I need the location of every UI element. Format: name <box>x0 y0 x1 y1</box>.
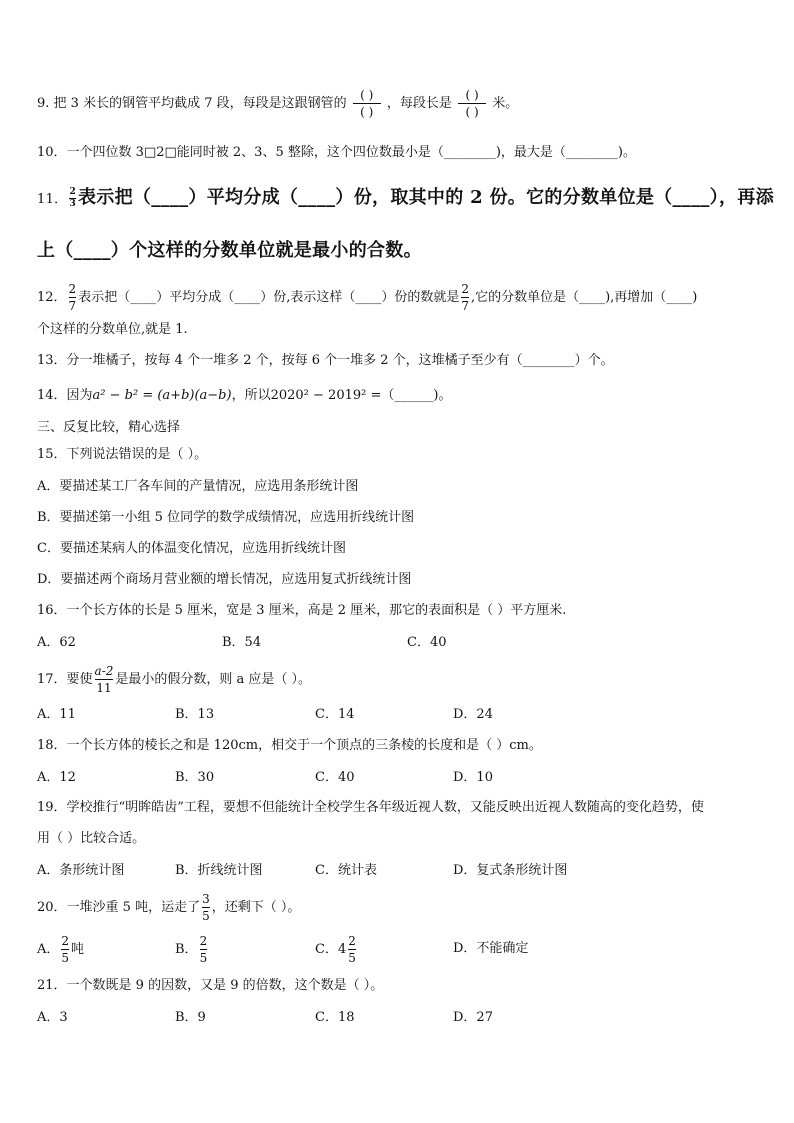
question-text: 把 3 米长的钢管平均截成 7 段，每段是这跟钢管的 <box>53 96 347 111</box>
question-text: 米。 <box>492 96 519 111</box>
question-14 <box>37 387 451 405</box>
option-a[interactable]: A．3 <box>37 1010 68 1025</box>
option-a[interactable]: A．条形统计图 <box>37 863 125 878</box>
option-b[interactable]: B． $\frac{2}{5}$ <box>175 934 208 965</box>
fraction-blank: $\frac{( )}{( )}$ <box>353 88 381 119</box>
question-number: 12． <box>37 290 67 305</box>
option-a[interactable]: A．要描述某工厂各车间的产量情况，应选用条形统计图 <box>37 479 359 494</box>
question-19-line-2: 用（ ）比较合适。 <box>37 831 146 846</box>
question-text: 是最小的假分数，则 a 应是（ ）。 <box>115 672 312 687</box>
question-12-line-1 <box>37 282 697 313</box>
option-c[interactable]: C．4 $\frac{2}{5}$ <box>315 934 356 965</box>
question-11-line-2: 上（____）个这样的分数单位就是最小的合数。 <box>37 240 422 261</box>
question-text: （______)。 <box>381 388 452 403</box>
option-a[interactable]: A．12 <box>37 770 76 785</box>
question-10: 10．一个四位数 3□2□能同时被 2、3、5 整除，这个四位数最小是（________)，最大是（________)。 <box>37 145 637 160</box>
fraction: $\frac{2}{5}$ <box>61 934 70 965</box>
option-b[interactable]: B．9 <box>175 1010 206 1025</box>
option-b[interactable]: B．要描述第一小组 5 位同学的数学成绩情况，应选用折线统计图 <box>37 510 415 525</box>
option-d[interactable]: D．复式条形统计图 <box>453 863 568 878</box>
fraction: $\frac{2}{3}$ <box>69 186 77 209</box>
option-c[interactable]: C．14 <box>315 707 355 722</box>
question-text: 14．因为 <box>37 388 93 403</box>
option-b[interactable]: B．折线统计图 <box>175 863 263 878</box>
question-9 <box>37 84 518 124</box>
option-c[interactable]: C．统计表 <box>315 863 377 878</box>
fraction: $\frac{2}{5}$ <box>199 934 208 965</box>
fraction-blank: $\frac{( )}{( )}$ <box>458 88 486 119</box>
question-20 <box>37 890 300 926</box>
question-text: ，所以 <box>231 388 271 403</box>
question-18: 18．一个长方体的棱长之和是 120cm，相交于一个顶点的三条棱的长度和是（ ）cm。 <box>37 738 542 753</box>
option-a[interactable]: A．11 <box>37 707 76 722</box>
option-c[interactable]: C．要描述某病人的体温变化情况，应选用折线统计图 <box>37 541 346 556</box>
question-number: 11． <box>37 192 68 207</box>
question-21: 21．一个数既是 9 的因数，又是 9 的倍数，这个数是（ ）。 <box>37 978 384 993</box>
option-d[interactable]: D．要描述两个商场月营业额的增长情况，应选用复式折线统计图 <box>37 572 412 587</box>
option-c[interactable]: C．40 <box>407 635 447 650</box>
option-d[interactable]: D．27 <box>453 1010 493 1025</box>
option-a[interactable]: A．62 <box>37 635 76 650</box>
question-12-line-2: 个这样的分数单位,就是 1. <box>37 322 188 337</box>
question-text: ，每段长是 <box>386 96 452 111</box>
section-heading: 三、反复比较，精心选择 <box>37 420 181 435</box>
question-13: 13．分一堆橘子，按每 4 个一堆多 2 个，按每 6 个一堆多 2 个，这堆橘子至少有（________）个。 <box>37 353 614 368</box>
fraction: $\frac{3}{5}$ <box>202 892 210 923</box>
question-text: 表示把（____）平均分成（____）份，取其中的 2 份。它的分数单位是（____），再添 <box>78 187 774 208</box>
question-text: 17．要使 <box>37 672 93 687</box>
fraction: $\frac{2}{5}$ <box>348 934 356 965</box>
question-16: 16．一个长方体的长是 5 厘米，宽是 3 厘米，高是 2 厘米，那它的表面积是（ ）平方厘米. <box>37 603 567 618</box>
option-d[interactable]: D．不能确定 <box>453 941 529 956</box>
question-11-line-1 <box>37 185 774 213</box>
question-text: 20．一堆沙重 5 吨，运走了 <box>37 900 201 915</box>
question-15: 15．下列说法错误的是（ ）。 <box>37 447 208 462</box>
fraction: $\frac{2}{7}$ <box>461 282 469 313</box>
option-d[interactable]: D．24 <box>453 707 493 722</box>
option-a[interactable]: A． $\frac{2}{5}$ 吨 <box>37 934 85 965</box>
question-text: 表示把（____）平均分成（____）份,表示这样（____）份的数就是 <box>78 290 460 305</box>
question-number: 9. <box>37 96 50 111</box>
option-c[interactable]: C．40 <box>315 770 355 785</box>
question-text: ，还剩下（ ）。 <box>211 900 301 915</box>
fraction: $\frac{a-2}{11}$ <box>94 664 114 695</box>
option-b[interactable]: B．54 <box>222 635 262 650</box>
fraction: $\frac{2}{7}$ <box>68 282 77 313</box>
option-c[interactable]: C．18 <box>315 1010 355 1025</box>
question-text: ,它的分数单位是（____),再增加（____) <box>470 290 698 305</box>
option-d[interactable]: D．10 <box>453 770 493 785</box>
option-b[interactable]: B．30 <box>175 770 215 785</box>
expression: 2020² − 2019² = <box>270 388 382 403</box>
question-17 <box>37 664 311 695</box>
option-b[interactable]: B．13 <box>175 707 215 722</box>
question-19-line-1: 19．学校推行“明眸皓齿”工程，要想不但能统计全校学生各年级近视人数，又能反映出近视人数随高的变化趋势，使 <box>37 800 704 815</box>
formula: a² − b² = (a+b)(a−b) <box>92 388 232 403</box>
